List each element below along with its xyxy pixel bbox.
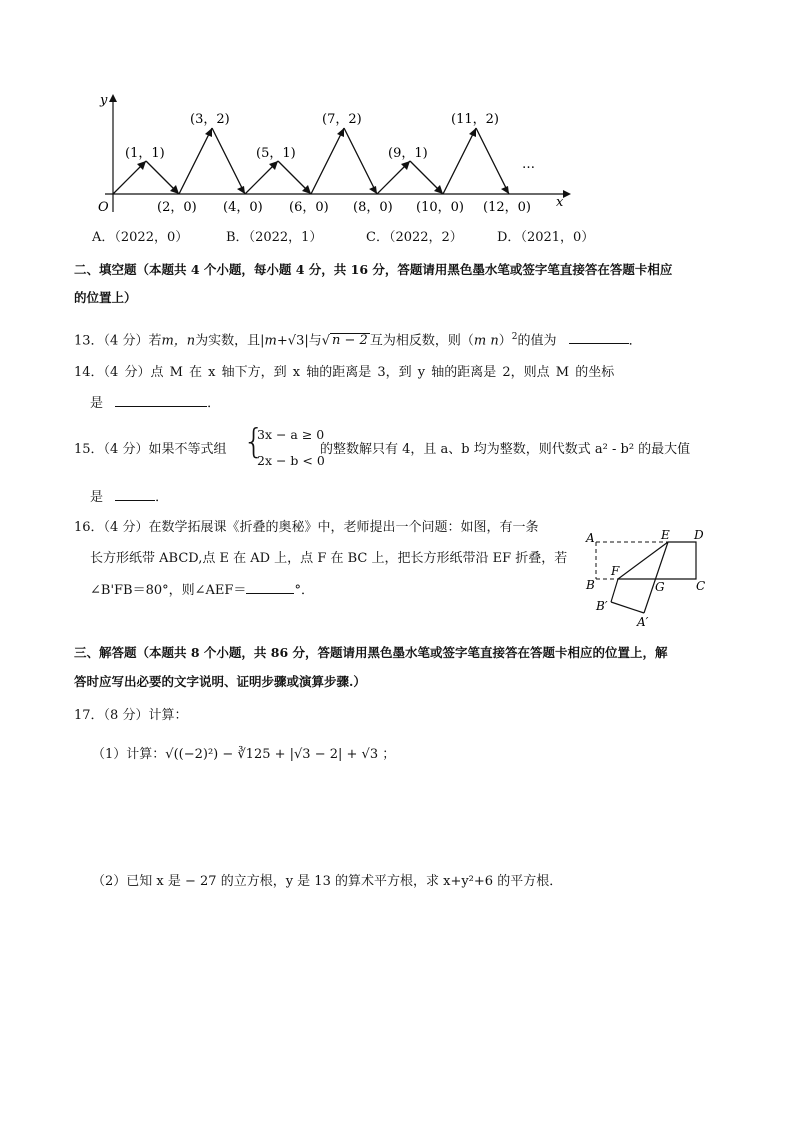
q13-answer-blank[interactable] [569,331,629,344]
point-label-1-1: (1，1) [125,146,165,161]
question-15-prefix: 15．（4 分）如果不等式组 [74,442,227,457]
q13-end: ． [628,333,642,349]
q17-part1-expression: √((−2)²) − ∛125 + |√3 − 2| + √3 ； [165,747,396,762]
option-b-key: B． [226,230,249,245]
point-label-6-0: (6，0) [289,200,329,215]
zigzag-path [113,128,509,194]
q14-line2-prefix: 是 [90,396,104,411]
question-16-line1: 16．（4 分）在数学拓展课《折叠的奥秘》中，老师提出一个问题：如图，有一条 [74,520,539,535]
fold-line-ef [618,542,668,579]
coordinate-graph [85,88,585,220]
edge-b-prime-a-prime [611,602,644,613]
point-label-10-0: (10，0) [416,200,464,215]
point-label-8-0: (8，0) [353,200,393,215]
q13-mid3: ） [498,333,512,349]
q13-sup: 2 [511,332,518,342]
q13-plus: + [276,333,288,349]
ellipsis: … [522,157,535,172]
q15-line2-end: ． [155,490,169,505]
label-g: G [655,580,665,594]
option-d-key: D． [497,230,521,245]
question-17-title: 17．（8 分）计算： [74,708,188,723]
label-a: A [586,531,595,545]
option-c-text: （2022，2） [388,230,463,245]
q15-line2-prefix: 是 [90,490,104,505]
y-axis-arrow [109,94,117,102]
q14-line2-end: ． [207,396,221,411]
q16-answer-blank[interactable] [246,581,294,594]
q13-sqrt-radicand: n − 2 [332,333,368,349]
option-a-key: A． [92,230,115,245]
point-label-9-1: (9，1) [388,146,428,161]
point-label-11-2: (11，2) [451,112,499,127]
option-b[interactable] [226,228,322,248]
label-d: D [694,528,704,542]
section3-heading-line1: 三、解答题（本题共 8 个小题，共 86 分，答题请用黑色墨水笔或签字笔直接答在答题卡相应的位置上，解 [74,645,668,660]
option-a[interactable] [92,228,188,248]
q15-answer-blank[interactable] [115,488,155,501]
point-label-12-0: (12，0) [483,200,531,215]
option-c[interactable] [366,228,463,248]
q17-part1-prefix: （1）计算： [92,747,166,762]
question-14-line2 [90,394,220,414]
question-17-part2: （2）已知 x 是 − 27 的立方根，y 是 13 的算术平方根，求 x+y²+6 的平方根． [92,874,563,889]
option-c-key: C． [366,230,389,245]
point-label-3-2: (3，2) [190,112,230,127]
point-label-4-0: (4，0) [223,200,263,215]
q15-inequality-1: 3x − a ≥ 0 [257,427,325,442]
edge-a-prime-e [644,542,668,613]
q14-answer-blank[interactable] [115,394,207,407]
y-axis-label: y [100,93,108,108]
q13-mn2: m n [473,333,499,349]
question-14-line1: 14．（4 分）点 M 在 x 轴下方，到 x 轴的距离是 3，到 y 轴的距离是 2，则点 M 的坐标 [74,365,615,380]
q13-bar-with: |与 [304,333,322,349]
label-f: F [611,564,620,578]
q16-line3-end: °． [294,583,314,598]
q16-line3-prefix: ∠B'FB＝80°，则∠AEF＝ [90,583,247,598]
label-b: B [586,578,595,592]
q13-suffix: 的值为 [517,333,557,349]
section3-heading-line2: 答时应写出必要的文字说明、证明步骤或演算步骤.） [74,674,366,689]
question-15-line2 [90,488,168,508]
x-axis-arrow [563,190,571,198]
q13-mid2: 互为相反数，则（ [369,333,474,349]
q15-brace: { [243,422,265,462]
section2-heading-line2: 的位置上） [74,290,137,305]
q13-sqrt3: √3 [287,333,305,349]
point-label-5-1: (5，1) [256,146,296,161]
q13-mid1: 为实数，且| [195,333,265,349]
option-b-text: （2022，1） [248,230,323,245]
option-d[interactable] [497,228,594,248]
path-arrowheads [137,128,509,194]
q15-inequality-2: 2x − b < 0 [257,453,325,468]
label-c: C [696,579,706,593]
q13-mn: m，n [161,333,196,349]
q13-sqrt-symbol: √ [321,333,331,349]
q13-prefix: 13．（4 分）若 [74,333,162,349]
question-16-line2: 长方形纸带 ABCD,点 E 在 AD 上，点 F 在 BC 上，把长方形纸带沿 EF 折叠，若 [90,551,568,566]
label-e: E [661,528,670,542]
option-a-text: （2022，0） [114,230,189,245]
option-d-text: （2021，0） [520,230,595,245]
origin-label: O [98,200,109,215]
edge-fb-prime [611,579,618,602]
section2-heading-line1: 二、填空题（本题共 4 个小题，每小题 4 分，共 16 分，答题请用黑色墨水笔或签字笔直接答在答题卡相应 [74,262,673,277]
label-b-prime: B′ [596,599,608,613]
question-13 [74,327,642,351]
question-17-part1 [92,745,395,765]
q13-m: m [264,333,277,349]
point-label-7-2: (7，2) [322,112,362,127]
x-axis-label: x [556,195,564,210]
point-label-2-0: (2，0) [157,200,197,215]
folding-figure [582,522,722,632]
question-16-line3 [90,581,314,601]
question-15-mid: 的整数解只有 4，且 a、b 均为整数，则代数式 a² - b² 的最大值 [320,442,691,457]
label-a-prime: A′ [637,615,649,629]
